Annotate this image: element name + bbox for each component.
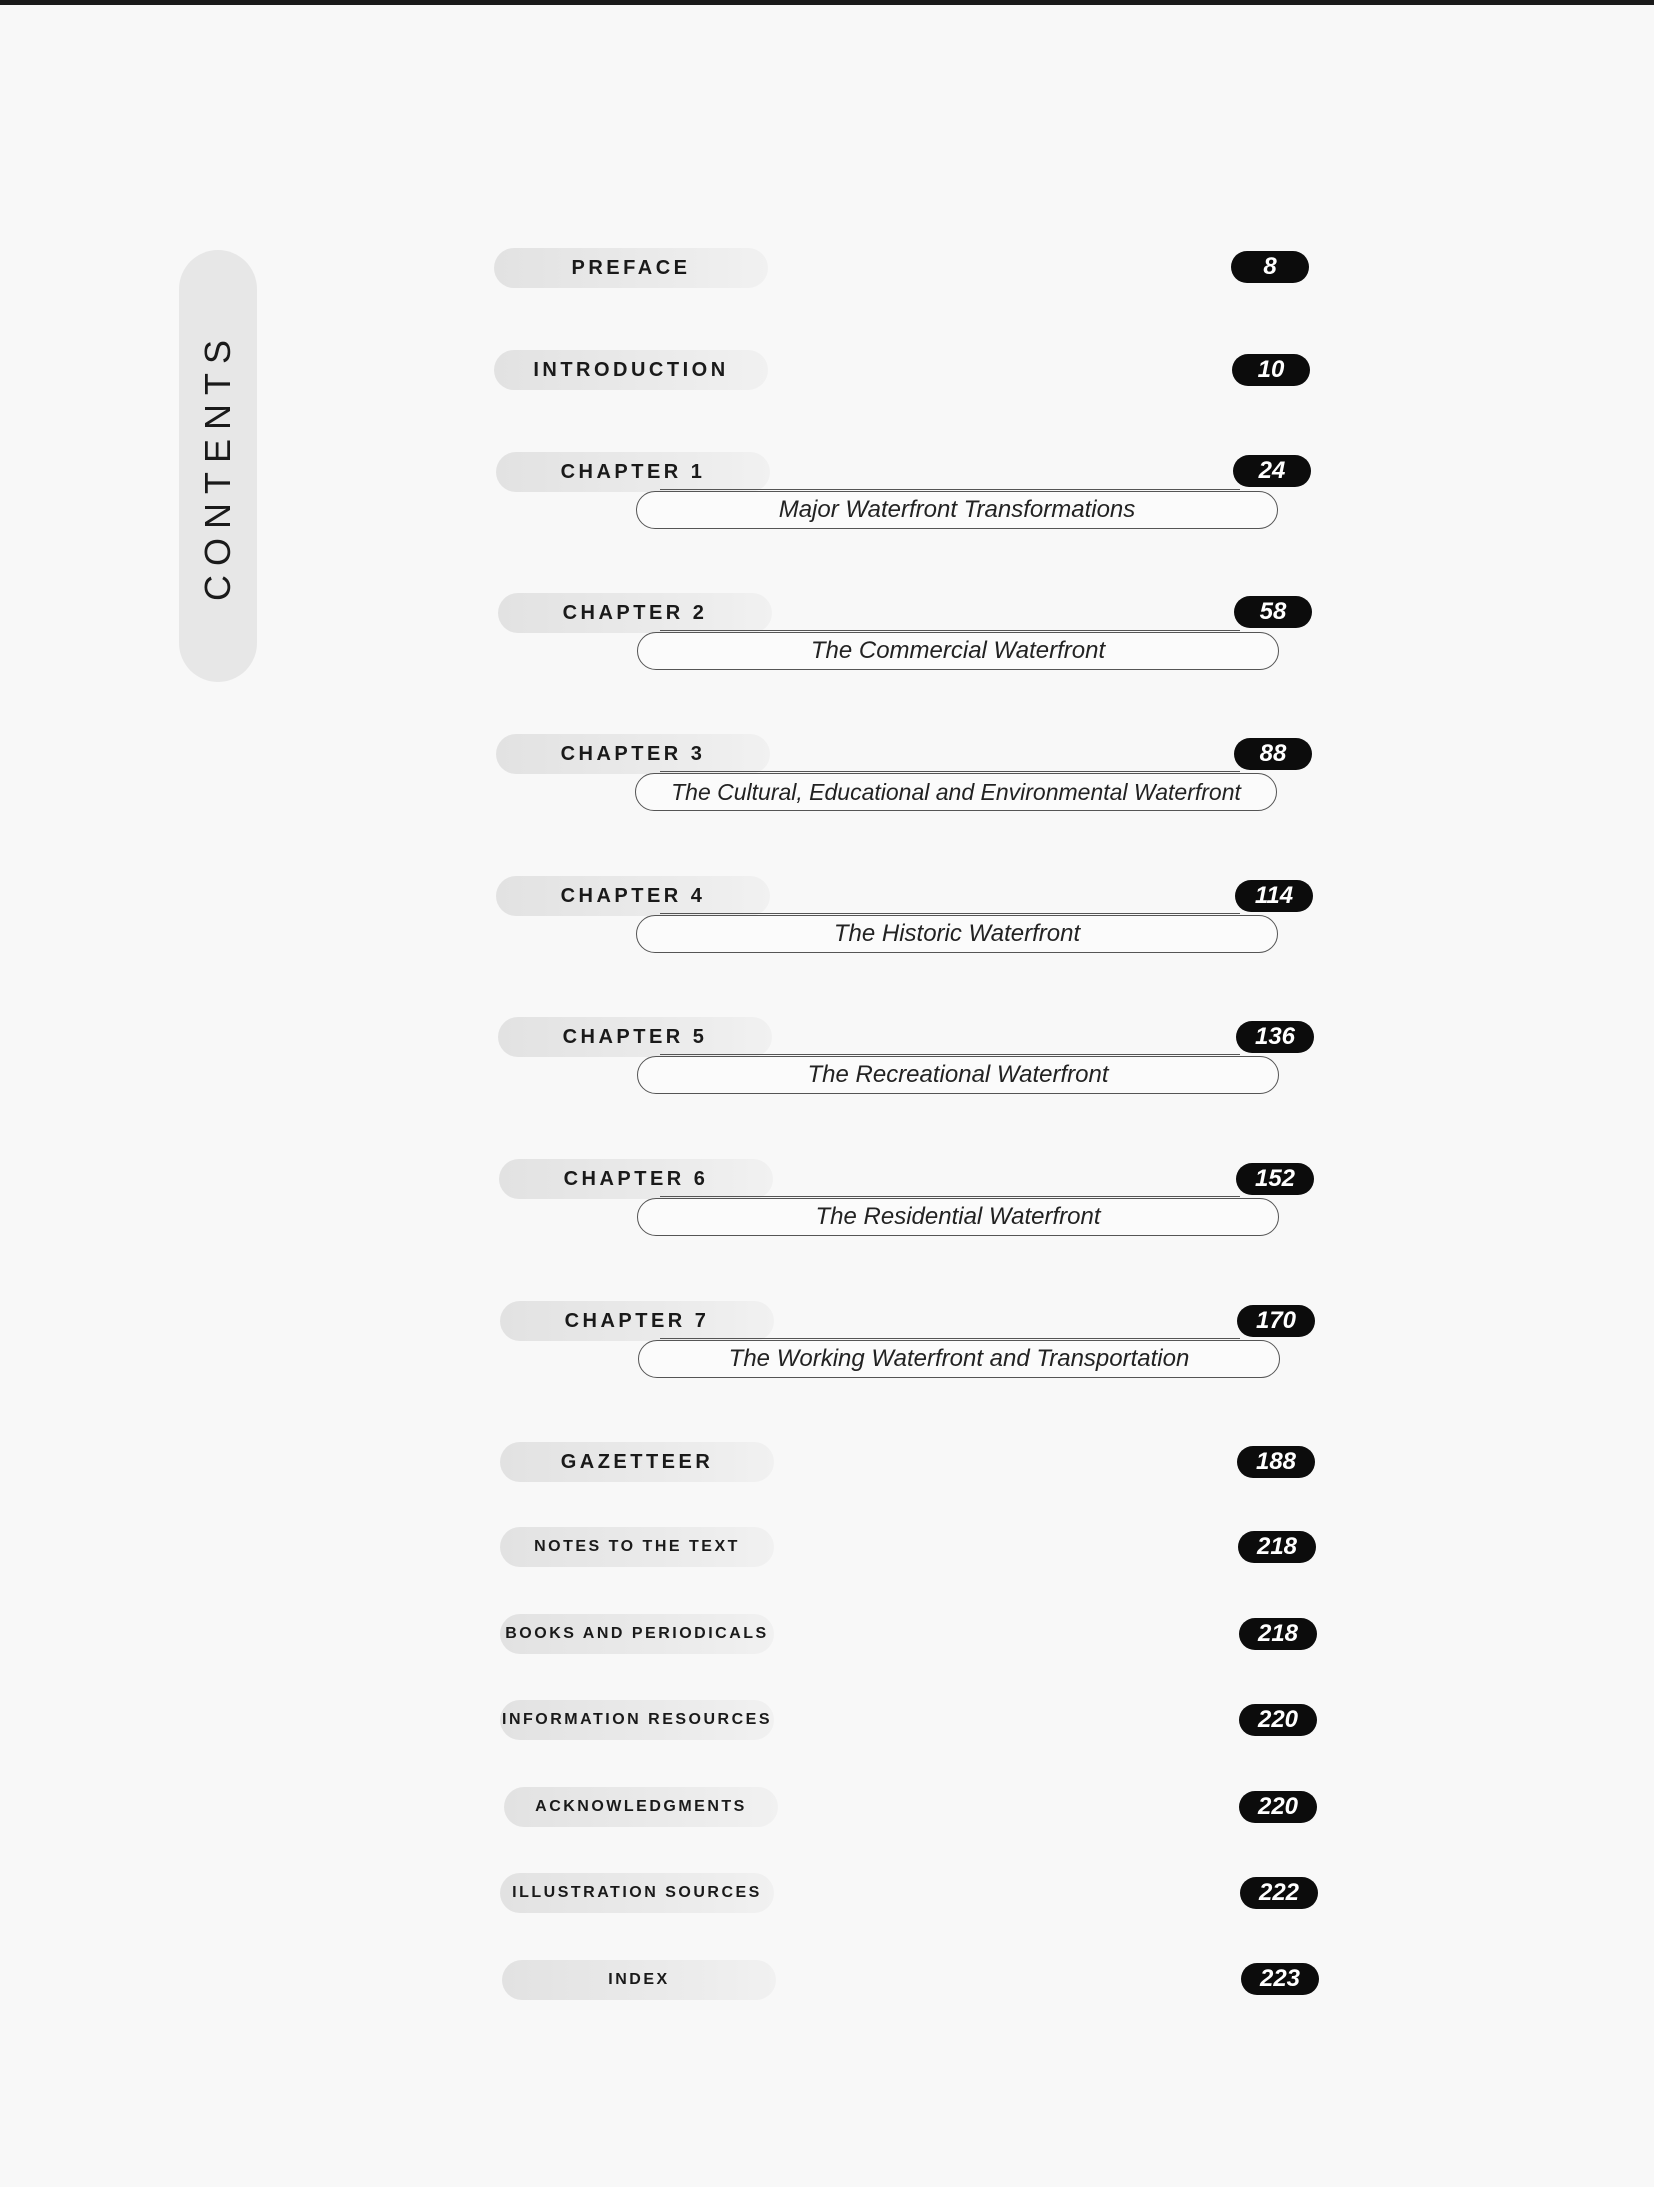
toc-label[interactable]: ILLUSTRATION SOURCES — [500, 1873, 774, 1913]
page-number-badge[interactable]: 222 — [1240, 1877, 1318, 1909]
toc-label[interactable]: GAZETTEER — [500, 1442, 774, 1482]
toc-label[interactable]: INTRODUCTION — [494, 350, 768, 390]
toc-label[interactable]: BOOKS AND PERIODICALS — [500, 1614, 774, 1654]
contents-heading: CONTENTS — [197, 331, 238, 601]
page-number-badge[interactable]: 8 — [1231, 251, 1309, 283]
toc-label[interactable]: CHAPTER 5 — [498, 1017, 772, 1057]
connector-line — [660, 630, 1240, 631]
toc-label[interactable]: INDEX — [502, 1960, 776, 2000]
toc-label[interactable]: INFORMATION RESOURCES — [500, 1700, 774, 1740]
toc-label[interactable]: CHAPTER 3 — [496, 734, 770, 774]
toc-label[interactable]: PREFACE — [494, 248, 768, 288]
chapter-title[interactable]: The Cultural, Educational and Environmental Waterfront — [635, 773, 1277, 811]
connector-line — [660, 913, 1240, 914]
chapter-title[interactable]: The Commercial Waterfront — [637, 632, 1279, 670]
chapter-title[interactable]: The Historic Waterfront — [636, 915, 1278, 953]
toc-label[interactable]: CHAPTER 1 — [496, 452, 770, 492]
toc-label[interactable]: ACKNOWLEDGMENTS — [504, 1787, 778, 1827]
page-number-badge[interactable]: 188 — [1237, 1446, 1315, 1478]
page-number-badge[interactable]: 220 — [1239, 1791, 1317, 1823]
chapter-title[interactable]: Major Waterfront Transformations — [636, 491, 1278, 529]
connector-line — [660, 1338, 1240, 1339]
chapter-title[interactable]: The Residential Waterfront — [637, 1198, 1279, 1236]
toc-label[interactable]: CHAPTER 7 — [500, 1301, 774, 1341]
toc-label[interactable]: CHAPTER 4 — [496, 876, 770, 916]
page-number-badge[interactable]: 220 — [1239, 1704, 1317, 1736]
page-number-badge[interactable]: 218 — [1239, 1618, 1317, 1650]
toc-label[interactable]: CHAPTER 6 — [499, 1159, 773, 1199]
page-number-badge[interactable]: 152 — [1236, 1163, 1314, 1195]
connector-line — [660, 1196, 1240, 1197]
page-top-edge — [0, 0, 1654, 5]
page-number-badge[interactable]: 10 — [1232, 354, 1310, 386]
chapter-title[interactable]: The Working Waterfront and Transportation — [638, 1340, 1280, 1378]
connector-line — [660, 489, 1240, 490]
page-number-badge[interactable]: 218 — [1238, 1531, 1316, 1563]
connector-line — [660, 771, 1240, 772]
page-number-badge[interactable]: 136 — [1236, 1021, 1314, 1053]
toc-label[interactable]: NOTES TO THE TEXT — [500, 1527, 774, 1567]
page-number-badge[interactable]: 24 — [1233, 455, 1311, 487]
page-number-badge[interactable]: 223 — [1241, 1963, 1319, 1995]
connector-line — [660, 1054, 1240, 1055]
page-number-badge[interactable]: 170 — [1237, 1305, 1315, 1337]
chapter-title[interactable]: The Recreational Waterfront — [637, 1056, 1279, 1094]
page-number-badge[interactable]: 88 — [1234, 738, 1312, 770]
toc-label[interactable]: CHAPTER 2 — [498, 593, 772, 633]
contents-side-tab — [179, 250, 257, 682]
page-number-badge[interactable]: 114 — [1235, 880, 1313, 912]
page-number-badge[interactable]: 58 — [1234, 596, 1312, 628]
